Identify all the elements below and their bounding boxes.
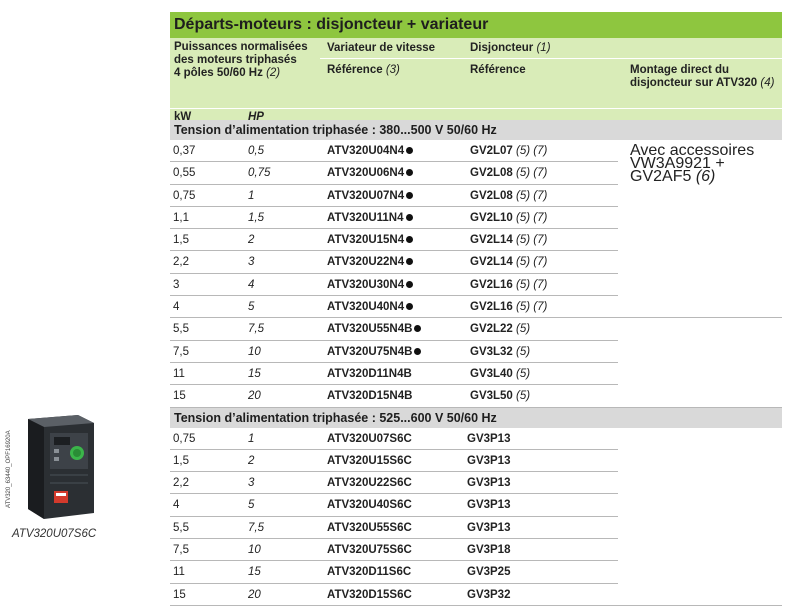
power-kw: 11	[173, 367, 185, 380]
power-hp: 5	[248, 301, 255, 314]
breaker-reference-text: GV2L07	[470, 145, 513, 157]
breaker-note: (5) (7)	[516, 256, 548, 269]
drive-reference-text: ATV320D15S6C	[327, 588, 412, 601]
drive-reference	[327, 385, 412, 407]
breaker-reference-text: GV3P13	[467, 499, 511, 512]
availability-dot-icon	[406, 214, 413, 221]
drive-reference-text: ATV320U07S6C	[327, 432, 412, 445]
power-kw: 2,2	[173, 477, 189, 490]
breaker-reference-text: GV2L08	[470, 167, 513, 180]
row-divider	[170, 407, 782, 408]
breaker-note: (5)	[516, 323, 531, 336]
drive-reference-text: ATV320D11S6C	[327, 566, 412, 579]
power-kw: 3	[173, 278, 180, 291]
power-kw: 1,5	[173, 234, 189, 247]
drive-reference	[327, 274, 413, 296]
breaker-note: (5) (7)	[516, 211, 548, 224]
mounting-header-line1: Montage direct du	[630, 64, 730, 76]
power-hp: 0,5	[248, 145, 264, 157]
drive-reference-text: ATV320U04N4	[327, 145, 405, 157]
table-row	[170, 318, 782, 340]
drive-reference-text: ATV320U22S6C	[327, 477, 412, 490]
drive-reference-text: ATV320U55N4B	[327, 323, 413, 336]
power-kw: 7,5	[173, 544, 189, 557]
power-kw: 5,5	[173, 521, 189, 534]
section-525-600v: Tension d’alimentation triphasée : 525...600 V 50/60 Hz	[170, 408, 782, 428]
table-row	[170, 185, 782, 207]
drive-reference	[327, 428, 412, 450]
hp-header: HP	[248, 111, 264, 123]
breaker-reference-text: GV3P25	[467, 566, 511, 579]
breaker-reference-text: GV2L14	[470, 234, 513, 247]
breaker-reference	[470, 363, 530, 385]
drive-reference	[327, 517, 412, 539]
drive-reference	[327, 539, 412, 561]
power-kw: 1,5	[173, 454, 189, 467]
availability-dot-icon	[414, 325, 421, 332]
breaker-reference	[470, 274, 547, 296]
drive-reference	[327, 363, 412, 385]
power-kw: 5,5	[173, 323, 189, 336]
drive-reference-text: ATV320U11N4	[327, 211, 404, 224]
breaker-note: (5) (7)	[516, 167, 548, 180]
power-kw: 11	[173, 566, 185, 579]
drive-reference	[327, 229, 413, 251]
power-hp: 20	[248, 390, 261, 403]
breaker-reference-text: GV2L10	[470, 211, 513, 224]
table-row	[170, 341, 782, 363]
breaker-reference-text: GV3P13	[467, 477, 511, 490]
power-hp: 10	[248, 544, 261, 557]
drive-reference-text: ATV320U75S6C	[327, 544, 412, 557]
power-kw: 4	[173, 301, 180, 314]
power-kw: 15	[173, 588, 186, 601]
breaker-note: (5)	[516, 390, 531, 403]
power-hp: 15	[248, 367, 261, 380]
table-row	[170, 561, 782, 583]
drive-reference-text: ATV320D11N4B	[327, 367, 412, 380]
table-row	[170, 584, 782, 606]
breaker-reference	[467, 450, 510, 472]
breaker-note: (5) (7)	[516, 234, 548, 247]
table-row	[170, 207, 782, 229]
power-hp: 1	[248, 432, 255, 445]
drive-column-header: Variateur de vitesse	[327, 42, 436, 54]
drive-reference-text: ATV320U15N4	[327, 234, 405, 247]
table-row	[170, 428, 782, 450]
breaker-reference	[470, 385, 530, 407]
breaker-reference-text: GV3L50	[470, 390, 513, 403]
breaker-reference-text: GV2L14	[470, 256, 513, 269]
power-header-line2: des moteurs triphasés	[174, 54, 297, 66]
breaker-note: (5)	[516, 345, 531, 358]
breaker-header-title: Disjoncteur	[470, 42, 534, 54]
breaker-note: (5)	[516, 367, 531, 380]
mounting-note-line1: Avec accessoires VW3A9921 +	[630, 142, 755, 172]
breaker-reference	[470, 207, 547, 229]
drive-reference	[327, 162, 413, 184]
power-kw: 7,5	[173, 345, 189, 358]
drive-reference-text: ATV320U07N4	[327, 189, 405, 202]
breaker-reference-header: Référence	[470, 64, 526, 76]
table-row	[170, 162, 782, 184]
drive-reference-text: ATV320U22N4	[327, 256, 405, 269]
availability-dot-icon	[406, 147, 413, 154]
breaker-reference	[467, 517, 510, 539]
breaker-reference-text: GV3L32	[470, 345, 513, 358]
mounting-note-line2: GV2AF5	[630, 168, 692, 185]
breaker-reference	[470, 185, 547, 207]
drive-reference	[327, 296, 413, 318]
power-hp: 15	[248, 566, 261, 579]
power-kw: 0,55	[173, 167, 196, 180]
section-380-500v-rows	[170, 140, 782, 408]
drive-reference-text: ATV320U06N4	[327, 167, 405, 180]
mounting-note-ref: (6)	[695, 168, 716, 185]
breaker-reference-text: GV2L16	[470, 301, 513, 314]
breaker-reference-text: GV3P13	[467, 432, 511, 445]
breaker-reference	[470, 251, 547, 273]
drive-reference	[327, 341, 421, 363]
availability-dot-icon	[406, 258, 413, 265]
drive-reference	[327, 140, 413, 162]
product-table	[170, 12, 782, 606]
power-hp: 1	[248, 189, 255, 202]
drive-reference-text: ATV320U55S6C	[327, 521, 412, 534]
image-code: ATV320_63440_OPF16920A	[6, 430, 12, 508]
breaker-reference-text: GV2L22	[470, 323, 513, 336]
power-kw: 15	[173, 390, 186, 403]
power-kw: 0,75	[173, 432, 196, 445]
kw-header: kW	[174, 111, 192, 123]
table-row	[170, 363, 782, 385]
power-header-line1: Puissances normalisées	[174, 41, 308, 53]
drive-reference	[327, 584, 412, 606]
mounting-column-header	[630, 64, 774, 90]
breaker-reference-text: GV3P13	[467, 521, 511, 534]
breaker-reference	[467, 428, 510, 450]
table-row	[170, 229, 782, 251]
power-hp: 4	[248, 278, 255, 291]
breaker-reference	[467, 584, 510, 606]
table-row	[170, 472, 782, 494]
drive-reference	[327, 561, 411, 583]
drive-reference	[327, 251, 413, 273]
breaker-reference	[470, 140, 547, 162]
table-title: Départs-moteurs : disjoncteur + variateur	[170, 12, 782, 38]
availability-dot-icon	[406, 192, 413, 199]
power-column-header	[174, 41, 308, 80]
drive-product-image	[20, 413, 100, 521]
section-525-600v-rows	[170, 428, 782, 606]
drive-reference-note: (3)	[385, 64, 400, 76]
breaker-reference-text: GV3P32	[467, 588, 511, 601]
drive-reference-header	[327, 64, 400, 77]
power-hp: 3	[248, 256, 255, 269]
drive-reference-text: ATV320U40S6C	[327, 499, 412, 512]
breaker-reference	[467, 472, 510, 494]
drive-reference	[327, 318, 421, 340]
breaker-reference	[467, 561, 510, 583]
power-hp: 1,5	[248, 211, 264, 224]
availability-dot-icon	[406, 303, 413, 310]
breaker-reference-text: GV3L40	[470, 367, 513, 380]
breaker-note: (5) (7)	[516, 278, 548, 291]
drive-reference	[327, 494, 412, 516]
table-row	[170, 274, 782, 296]
breaker-reference	[467, 494, 510, 516]
power-hp: 10	[248, 345, 261, 358]
power-hp: 3	[248, 477, 255, 490]
availability-dot-icon	[414, 348, 421, 355]
drive-reference	[327, 450, 412, 472]
power-hp: 7,5	[248, 521, 264, 534]
breaker-reference	[470, 341, 530, 363]
power-hp: 2	[248, 454, 255, 467]
mounting-header-note: (4)	[760, 77, 775, 89]
breaker-reference	[470, 318, 530, 340]
table-row	[170, 494, 782, 516]
product-caption: ATV320U07S6C	[12, 528, 97, 540]
power-kw: 4	[173, 499, 180, 512]
drive-reference-label: Référence	[327, 64, 383, 76]
table-row	[170, 450, 782, 472]
drive-reference-text: ATV320D15N4B	[327, 390, 413, 403]
power-hp: 20	[248, 588, 261, 601]
power-header-note: (2)	[266, 67, 281, 79]
power-kw: 2,2	[173, 256, 189, 269]
power-header-line3: 4 pôles 50/60 Hz	[174, 67, 263, 79]
table-header	[170, 38, 782, 123]
power-hp: 5	[248, 499, 255, 512]
drive-reference	[327, 472, 412, 494]
table-row	[170, 517, 782, 539]
breaker-column-header	[470, 42, 551, 55]
section-380-500v: Tension d’alimentation triphasée : 380...500 V 50/60 Hz	[170, 120, 782, 140]
table-row	[170, 385, 782, 407]
power-hp: 0,75	[248, 167, 271, 180]
availability-dot-icon	[406, 236, 413, 243]
mounting-header-line2: disjoncteur sur ATV320	[630, 77, 758, 89]
breaker-reference	[467, 539, 510, 561]
availability-dot-icon	[406, 169, 413, 176]
breaker-reference-text: GV3P13	[467, 454, 511, 467]
breaker-note: (5) (7)	[516, 189, 548, 202]
power-kw: 1,1	[173, 211, 189, 224]
power-kw: 0,37	[173, 145, 196, 157]
breaker-reference	[470, 162, 547, 184]
table-row	[170, 140, 782, 162]
drive-reference-text: ATV320U75N4B	[327, 345, 413, 358]
breaker-reference	[470, 229, 547, 251]
drive-reference	[327, 207, 413, 229]
breaker-reference	[470, 296, 547, 318]
table-row	[170, 296, 782, 318]
availability-dot-icon	[406, 281, 413, 288]
drive-reference-text: ATV320U30N4	[327, 278, 405, 291]
power-hp: 7,5	[248, 323, 264, 336]
breaker-note: (5) (7)	[516, 145, 548, 157]
breaker-reference-text: GV3P18	[467, 544, 511, 557]
drive-reference	[327, 185, 413, 207]
power-hp: 2	[248, 234, 255, 247]
breaker-note: (5) (7)	[516, 301, 548, 314]
table-row	[170, 539, 782, 561]
table-row	[170, 251, 782, 273]
breaker-reference-text: GV2L08	[470, 189, 513, 202]
breaker-reference-text: GV2L16	[470, 278, 513, 291]
power-kw: 0,75	[173, 189, 196, 202]
drive-reference-text: ATV320U15S6C	[327, 454, 412, 467]
drive-reference-text: ATV320U40N4	[327, 301, 405, 314]
breaker-header-note: (1)	[536, 42, 551, 54]
